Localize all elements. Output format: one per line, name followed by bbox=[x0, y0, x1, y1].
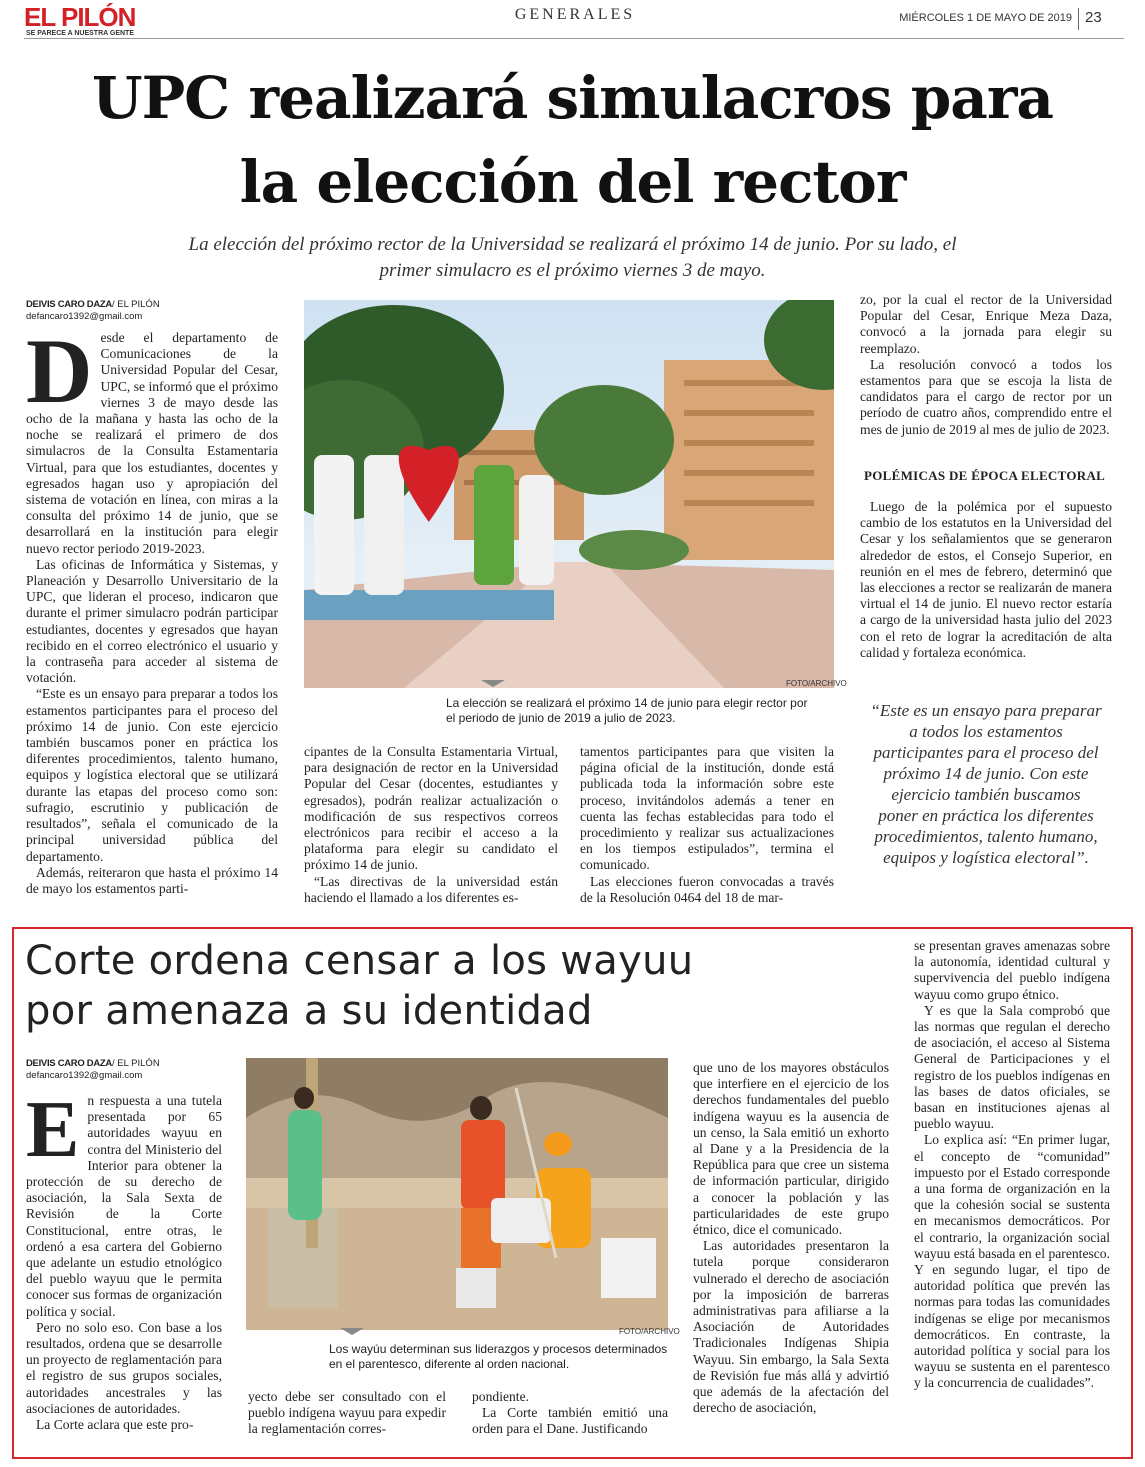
wayuu-photo-illustration bbox=[246, 1058, 668, 1330]
paragraph: “Las directivas de la universidad están haciendo el llamado a los diferentes es- bbox=[304, 873, 558, 905]
campus-photo bbox=[304, 300, 834, 688]
paragraph: “Este es un ensayo para preparar a todos los estamentos participantes para el proceso del próximo 14 de junio. Con este ejercicio también buscamos poner en práctica los diferentes procedimientos, talento humano, equipos y logística electoral que se utilizará durante las etapas del proceso como son: sufragio, escrutinio y publicación de resultados”, señala el comunicado de la principal universidad pública del departamento. bbox=[26, 686, 278, 864]
paragraph: La resolución convocó a todos los estamentos para que se escoja la lista de candidatos para el cargo de rector por un período de cuatro años, comprendido entre el mes de junio de 2019 al mes de julio de 2023. bbox=[860, 356, 1112, 437]
author-name: DEIVIS CARO DAZA bbox=[26, 1058, 112, 1069]
outlet-name: / EL PILÓN bbox=[111, 299, 160, 310]
article1-deck bbox=[0, 232, 1145, 284]
deck-line-1: La elección del próximo rector de la Universidad se realizará el próximo 14 de junio. Por su lado, el bbox=[188, 234, 957, 255]
paragraph: que uno de los mayores obstáculos que interfiere en el ejercicio de los derechos fundamentales del pueblo indígena wayuu es la ausencia de un censo, la Sala emitió un exhorto al Dane y a la Presidencia de la República para que cree un sistema de información particular, dirigido a conocer la población y las particularidades de este grupo étnico, dice el comunicado. bbox=[693, 1060, 889, 1238]
headline-line-1: UPC realizará simulacros para bbox=[91, 64, 1054, 132]
paragraph: Las oficinas de Informática y Sistemas, y Planeación y Desarrollo Universitario de la UPC, que lideran el proceso, indicaron que durante el primer simulacro podrán participar estudiantes, docentes y egresados que hayan recibido en el correo electrónico el usuario y la contraseña para acceder al sistema de votación. bbox=[26, 556, 278, 686]
paragraph: Luego de la polémica por el supuesto cambio de los estatutos en la Universidad del Cesar y los señalamientos que se generaron alrededor de estos, el Consejo Superior, en reunión en el mes de febrero, determinó que las elecciones a rector se realizarán de manera virtual el 14 de junio. El nuevo rector estaría a cargo de la universidad hasta julio del 2023 con el reto de lograr la acreditación de alta calidad y fortaleza económica. bbox=[860, 499, 1112, 660]
article1-column-4 bbox=[860, 292, 1112, 438]
paragraph: Las autoridades presentaron la tutela porque consideraron vulnerado el derecho de asociación por la imposición de barreras administrativas para afiliarse a la Asociación de Autoridades Tradicionales Indígenas Shipia Wayuu. Sin embargo, la Sala Sexta de Revisión fue más allá y advirtió que además de la afectación del derecho de asociación, bbox=[693, 1238, 889, 1416]
masthead-rule bbox=[24, 38, 1124, 39]
section-name: GENERALES bbox=[514, 6, 636, 23]
author-email: defancaro1392@gmail.com bbox=[26, 311, 143, 322]
pull-quote: “Este es un ensayo para preparar a todos los estamentos participantes para el proceso del próximo 14 de junio. Con este ejercicio también buscamos poner en práctica los diferentes procedimientos, talento humano, equipos y logística electoral”. bbox=[870, 701, 1102, 867]
article2-column-3-top bbox=[693, 1060, 889, 1416]
paragraph: La Corte aclara que este pro- bbox=[36, 1417, 194, 1433]
photo-credit: FOTO/ARCHIVO bbox=[786, 679, 847, 688]
paragraph: Las elecciones fueron convocadas a través de la Resolución 0464 del 18 de mar- bbox=[580, 873, 834, 905]
photo-caption: Los wayúu determinan sus liderazgos y procesos determinados en el parentesco, diferente al orden nacional. bbox=[329, 1342, 668, 1371]
article1-column-4b bbox=[860, 499, 1112, 661]
paragraph: cipantes de la Consulta Estamentaria Virtual, para designación de rector en la Universidad Popular del Cesar (docentes, estudiantes y egresados), podrán realizar actualización o modificación de sus respectivos correos electrónicos para recibir el acceso a la plataforma para elegir su candidato el próximo 14 de junio. bbox=[304, 744, 558, 873]
logo-slogan: SE PARECE A NUESTRA GENTE bbox=[26, 30, 134, 37]
article1-headline bbox=[0, 56, 1145, 224]
paragraph: se presentan graves amenazas sobre la autonomía, identidad cultural y supervivencia del pueblo indígena wayuu como grupo étnico. bbox=[914, 938, 1110, 1002]
article2-byline bbox=[26, 1058, 160, 1082]
paragraph: n respuesta a una tutela presentada por 65 autoridades wayuu en contra del Ministerio del Interior para obtener la protección de su derecho de asociación, la Sala Sexta de Revisión de la Corte Constitucional, entre otras, le ordenó a esa cartera del Gobierno que adelante un estudio etnológico del pueblo wayuu que le permita conocer sus formas de organización política y social. bbox=[26, 1093, 222, 1319]
headline-line-2: por amenaza a su identidad bbox=[25, 988, 593, 1034]
page-number: 23 bbox=[1085, 9, 1102, 26]
article1-column-1 bbox=[26, 320, 278, 897]
drop-cap: D bbox=[26, 320, 93, 422]
deck-line-2: primer simulacro es el próximo viernes 3 de mayo. bbox=[379, 260, 766, 281]
article2-column-4 bbox=[914, 938, 1110, 1392]
paragraph: pondiente. bbox=[472, 1389, 530, 1404]
paragraph: Y es que la Sala comprobó que las normas que regulan el derecho de asociación, el acceso al Sistema General de Participaciones y el registro de los pueblos indígenas en las bases de datos oficiales, se basan en instituciones ajenas al pueblo wayuu. bbox=[914, 1002, 1110, 1132]
date-divider bbox=[1078, 8, 1079, 30]
paragraph: Pero no solo eso. Con base a los resultados, ordena que se desarrolle un proyecto de reglamentación para el registro de sus grupos sociales, autoridades ancestrales y las asociaciones de autoridades. bbox=[26, 1319, 222, 1416]
headline-line-1: Corte ordena censar a los wayuu bbox=[25, 938, 694, 984]
article1-column-3 bbox=[580, 744, 834, 906]
article2-headline bbox=[25, 936, 693, 1036]
campus-photo-illustration bbox=[304, 300, 834, 688]
paragraph: Además, reiteraron que hasta el próximo 14 de mayo los estamentos parti- bbox=[26, 864, 278, 896]
article2-column-3 bbox=[472, 1389, 668, 1438]
photo-credit: FOTO/ARCHIVO bbox=[619, 1327, 680, 1336]
outlet-name: / EL PILÓN bbox=[111, 1058, 160, 1069]
article2-column-1 bbox=[26, 1086, 222, 1433]
paragraph: tamentos participantes para que visiten la página oficial de la institución, donde está publicada toda la información sobre este proceso, invitándolos además a tener en cuenta las fechas establecidas para todo el procedimiento y realizar sus actualizaciones en los tiempos estipulados”, termina el comunicado. bbox=[580, 744, 834, 873]
paragraph: Lo explica así: “En primer lugar, el concepto de “comunidad” impuesto por el Estado corresponde a una forma de organización en la que la cohesión social se sustenta en mecanismos democráticos. Por el contrario, la organización social wayuu está basada en el parentesco. Y en segundo lugar, el tipo de autoridad política que prevén las normas para todas las comunidades indígenas se elige por mecanismos democráticos. En contraste, la autoridad política y social para los wayuu se sustenta en el parentesco y la concurrencia de cualidades”. bbox=[914, 1132, 1110, 1391]
author-name: DEIVIS CARO DAZA bbox=[26, 299, 112, 310]
section-subhead: POLÉMICAS DE ÉPOCA ELECTORAL bbox=[864, 468, 1106, 483]
logo: EL PILÓN bbox=[24, 2, 136, 32]
paragraph: zo, por la cual el rector de la Universidad Popular del Cesar, Enrique Meza Daza, convocó a la jornada para elegir su reemplazo. bbox=[860, 292, 1112, 356]
issue-date: MIÉRCOLES 1 DE MAYO DE 2019 bbox=[899, 12, 1072, 24]
paragraph: La Corte también emitió una orden para el Dane. Justificando bbox=[472, 1405, 668, 1437]
paragraph: yecto debe ser consultado con el pueblo indígena wayuu para expedir la reglamentación corres- bbox=[248, 1389, 446, 1437]
drop-cap: E bbox=[26, 1086, 80, 1174]
caption-arrow-icon bbox=[481, 680, 505, 687]
wayuu-photo bbox=[246, 1058, 668, 1330]
article1-column-2 bbox=[304, 744, 558, 906]
caption-arrow-icon bbox=[340, 1328, 364, 1335]
photo-caption: La elección se realizará el próximo 14 de junio para elegir rector por el periodo de junio de 2019 a julio de 2023. bbox=[446, 696, 808, 725]
author-email: defancaro1392@gmail.com bbox=[26, 1070, 143, 1081]
headline-line-2: la elección del rector bbox=[239, 148, 906, 216]
paragraph: esde el departamento de Comunicaciones de la Universidad Popular del Cesar, UPC, se informó que el próximo viernes 3 de mayo desde las ocho de la mañana y hasta las ocho de la noche se realizará el primero de dos simulacros de la Consulta Estamentaria Virtual, para que los estudiantes, docentes y egresados hagan uso y apropiación del sistema de votación en línea, con miras a la consulta del próximo 14 de junio, que se desarrollará en la institución para elegir nuevo rector periodo 2019-2023. bbox=[26, 330, 278, 556]
article2-column-2 bbox=[248, 1389, 446, 1438]
